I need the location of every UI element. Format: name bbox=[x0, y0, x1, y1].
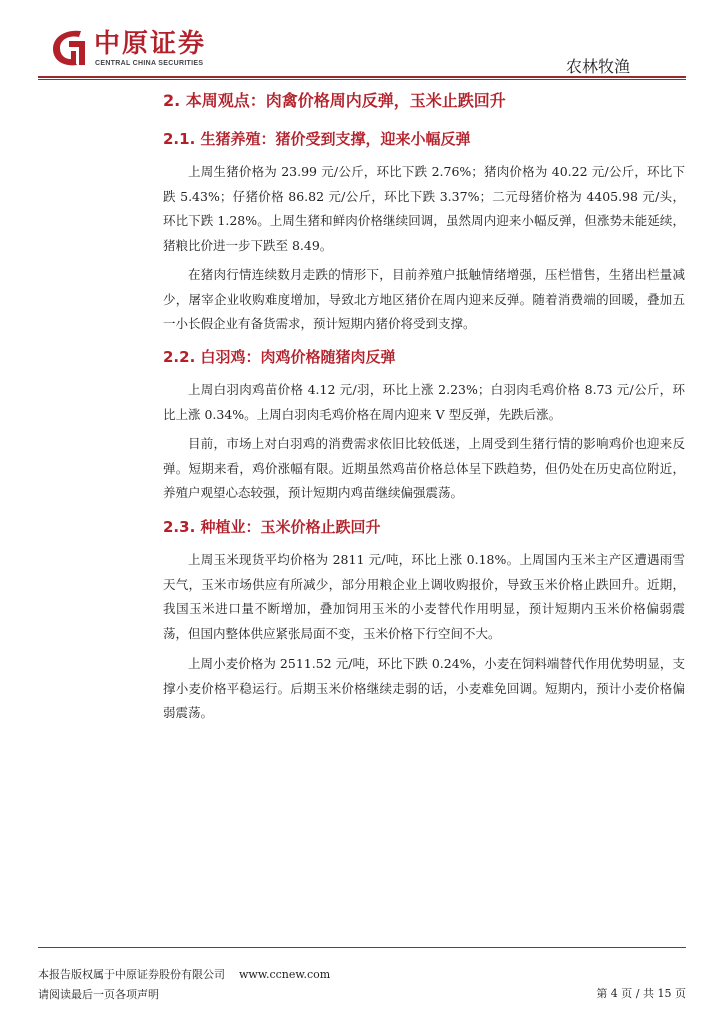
website-link[interactable]: www.ccnew.com bbox=[239, 968, 331, 981]
footer-divider bbox=[38, 947, 686, 948]
report-category: 农林牧渔 bbox=[565, 57, 630, 76]
section-title: 2. 本周观点：肉禽价格周内反弹，玉米止跌回升 bbox=[163, 91, 506, 110]
company-name-cn: 中原证券 bbox=[94, 29, 207, 59]
paragraph: 上周生猪价格为 23.99 元/公斤，环比下跌 2.76%；猪肉价格为 40.22 元/公斤，环比下跌 5.43%；仔猪价格 86.82 元/公斤，环比下跌 3.37%；二元母猪价格为 4405.98 元/头，环比下跌 1.28%。上周生猪和鲜肉价格继续回调，虽然周内迎来小幅反弹，但涨势未能延续，猪粮比价进一步下跌至 8.49。 bbox=[163, 164, 685, 253]
company-logo-icon bbox=[47, 27, 91, 69]
paragraph: 目前，市场上对白羽鸡的消费需求依旧比较低迷，上周受到生猪行情的影响鸡价也迎来反弹。短期来看，鸡价涨幅有限。近期虽然鸡苗价格总体呈下跌趋势，但仍处在历史高位附近，养殖户观望心态较强，预计短期内鸡苗继续偏强震荡。 bbox=[163, 436, 685, 500]
header-divider bbox=[38, 76, 686, 78]
paragraph: 上周白羽肉鸡苗价格 4.12 元/羽，环比上涨 2.23%；白羽肉毛鸡价格 8.73 元/公斤，环比上涨 0.34%。上周白羽肉毛鸡价格在周内迎来 V 型反弹，先跌后涨。 bbox=[163, 382, 685, 422]
paragraph: 上周玉米现货平均价格为 2811 元/吨，环比上涨 0.18%。上周国内玉米主产区遭遇雨雪天气，玉米市场供应有所减少，部分用粮企业上调收购报价，导致玉米价格止跌回升。近期，我国玉米进口量不断增加，叠加饲用玉米的小麦替代作用明显，预计短期内玉米价格偏弱震荡，但国内整体供应紧张局面不变，玉米价格下行空间不大。 bbox=[163, 552, 685, 641]
subsection-title-pig: 2.1. 生猪养殖：猪价受到支撑，迎来小幅反弹 bbox=[163, 130, 471, 148]
disclaimer-note: 请阅读最后一页各项声明 bbox=[38, 988, 159, 1001]
page-footer bbox=[38, 965, 330, 1005]
page-header bbox=[0, 0, 724, 80]
copyright-notice: 本报告版权属于中原证券股份有限公司 bbox=[38, 968, 225, 981]
paragraph: 上周小麦价格为 2511.52 元/吨，环比下跌 0.24%，小麦在饲料端替代作用优势明显，支撑小麦价格平稳运行。后期玉米价格继续走弱的话，小麦难免回调。短期内，预计小麦价格偏弱震荡。 bbox=[163, 656, 685, 720]
company-name-en: CENTRAL CHINA SECURITIES bbox=[95, 60, 204, 67]
header-divider-thin bbox=[38, 79, 686, 80]
page-number: 第 4 页 / 共 15 页 bbox=[596, 987, 686, 1000]
subsection-title-chicken: 2.2. 白羽鸡：肉鸡价格随猪肉反弹 bbox=[163, 348, 396, 366]
subsection-title-crops: 2.3. 种植业：玉米价格止跌回升 bbox=[163, 518, 381, 536]
paragraph: 在猪肉行情连续数月走跌的情形下，目前养殖户抵触情绪增强，压栏惜售，生猪出栏量减少，屠宰企业收购难度增加，导致北方地区猪价在周内迎来反弹。随着消费端的回暖，叠加五一小长假企业有备货需求，预计短期内猪价将受到支撑。 bbox=[163, 267, 685, 331]
